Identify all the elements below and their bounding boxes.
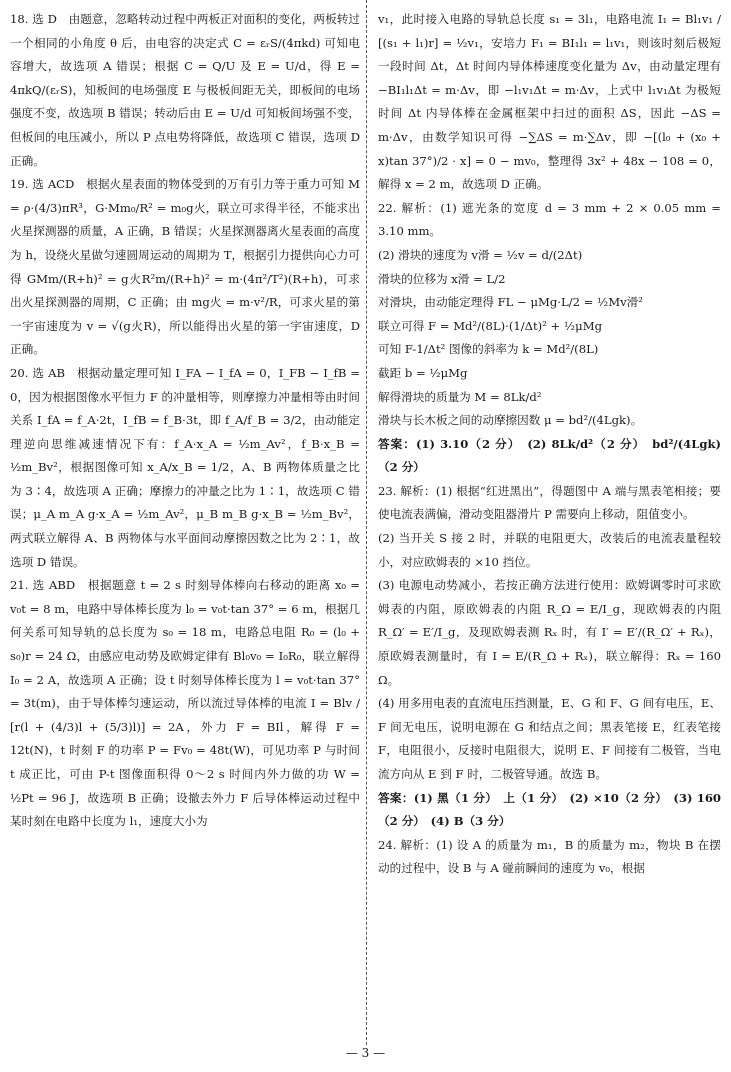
answer-24-start: 24. 解析：(1) 设 A 的质量为 m₁，B 的质量为 m₂，物块 B 在摆动的过程中，设 B 与 A 碰前瞬间的速度为 v₀，根据 (378, 837, 721, 876)
answer-20: 20. 选 AB 根据动量定理可知 I_FA − I_fA = 0，I_FB − I_fB = 0，因为根据图像水平恒力 F 的冲量相等，则摩擦力冲量相等由时间关系 I_fA = f_A·2t，I_fB = f_B·3t，即 f_A/f_B = 3/2，由动能定理逆向思维减速情况下有：f_A·x_A = ½m_Av²，f_B·x_B = ½m_Bv²，根据图像可知 x_A/x_B = 1/2，A、B 两物体质量之比为 3∶4，故选项 A 正确；摩擦力的冲量之比为 1∶1，故选项 C 错误；μ_A m_A g·x_A = ½m_Av²，μ_B m_B g·x_B = ½m_Bv²，两式联立解得 A、B 两物体与水平面间动摩擦因数之比为 2∶1，故选项 D 错误。 (10, 365, 360, 569)
left-column (10, 8, 360, 1033)
answer-19: 19. 选 ACD 根据火星表面的物体受到的万有引力等于重力可知 M = ρ·(4/3)πR³，G·Mm₀/R² = m₀g火，联立可求得半径，不能求出火星探测器的质量，A 正确，B 错误；火星探测器离火星表面的高度为 h，设绕火星做匀速圆周运动的周期为 T，根据引力提供向心力可得 GMm/(R+h)² = g火R²m/(R+h)² = m·(4π²/T²)(R+h)，可求出火星探测器的周期，C 正确；由 mg火 = m·v²/R，可求火星的第一宇宙速度为 v = √(g火R)，所以能得出火星的第一宇宙速度，D 正确。 (10, 177, 360, 357)
answer-22-part2: (2) 滑块的速度为 v滑 = ½v = d/(2Δt) (378, 247, 583, 262)
answer-22-final: 答案：(1) 3.10（2 分） (2) 8Lk/d²（2 分） bd²/(4Lgk)（2 分） (378, 436, 721, 475)
answer-22-energy: 对滑块，由动能定理得 FL − μMg·L/2 = ½Mv滑² (378, 295, 643, 310)
answer-22-part1: 22. 解析：(1) 遮光条的宽度 d = 3 mm + 2 × 0.05 mm = 3.10 mm。 (378, 200, 721, 239)
answer-22-slope: 可知 F-1/Δt² 图像的斜率为 k = Md²/(8L) (378, 342, 599, 357)
answer-22-displacement: 滑块的位移为 x滑 = L/2 (378, 271, 506, 286)
answer-22-combined: 联立可得 F = Md²/(8L)·(1/Δt)² + ½μMg (378, 318, 603, 333)
answer-23-final: 答案：(1) 黑（1 分） 上（1 分） (2) ×10（2 分） (3) 160（2 分） (4) B（3 分） (378, 790, 721, 829)
answer-21-continued: v₁，此时接入电路的导轨总长度 s₁ = 3l₁，电路电流 I₁ = Bl₁v₁ / [(s₁ + l₁)r] = ½v₁，安培力 F₁ = BI₁l₁ = l₁v₁，则该时刻后极短一段时间 Δt，Δt 时间内导体棒速度变化量为 Δv，由动量定理有 −BI₁l₁Δt = m·Δv，即 −l₁v₁Δt = m·Δv，上式中 l₁v₁Δt 为极短时间 Δt 内导体棒在金属框架中扫过的面积 ΔS，因此 −ΔS = m·Δv，由数学知识可得 −∑ΔS = m·∑Δv，即 −[(l₀ + (x₀ + x)tan 37°)/2 · x] = 0 − mv₀，整理得 3x² + 48x − 108 = 0，解得 x = 2 m，故选项 D 正确。 (378, 12, 721, 192)
answer-18: 18. 选 D 由题意，忽略转动过程中两板正对面积的变化，两板转过一个相同的小角度 θ 后，由电容的决定式 C = εᵣS/(4πkd) 可知电容增大，故选项 A 错误；根据 C = Q/U 及 E = U/d，得 E = 4πkQ/(εᵣS)，知板间的电场强度 E 与极板间距无关，即板间的电场强度不变，故选项 B 错误；转动后由 E = U/d 可知板间场强不变，但板间的电压减小，所以 P 点电势将降低，故选项 C 错误，选项 D 正确。 (10, 12, 360, 168)
answer-22-friction: 滑块与长木板之间的动摩擦因数 μ = bd²/(4Lgk)。 (378, 413, 643, 428)
answer-23-part2: (2) 当开关 S 接 2 时，并联的电阻更大，改装后的电流表量程较小，对应欧姆表的 ×10 挡位。 (378, 531, 721, 569)
answer-21: 21. 选 ABD 根据题意 t = 2 s 时刻导体棒向右移动的距离 x₀ = v₀t = 8 m，电路中导体棒长度为 l₀ = v₀t·tan 37° = 6 m，根据几何关系可知导轨的总长度为 s₀ = 18 m，电路总电阻 R₀ = (l₀ + s₀)r = 24 Ω，由感应电动势及欧姆定律有 Bl₀v₀ = I₀R₀，联立解得 I₀ = 2 A，故选项 A 正确；设 t 时刻导体棒长度为 l = v₀t·tan 37° = 3t(m)，由于导体棒匀速运动，所以流过导体棒的电流 I = Blv / [r(l + (4/3)l + (5/3)l)] = 2A，外力 F = BIl，解得 F = 12t(N)，t 时刻 F 的功率 P = Fv₀ = 48t(W)，可见功率 P 与时间 t 成正比，可由 P-t 图像面积得 0～2 s 时间内外力做的功 W = ½Pt = 96 J，故选项 B 正确；设撤去外力 F 后导体棒运动过程中某时刻在电路中长度为 l₁，速度大小为 (10, 578, 360, 829)
answer-22-mass: 解得滑块的质量为 M = 8Lk/d² (378, 389, 542, 404)
page-number: — 3 — (345, 1046, 386, 1060)
answer-23-part3: (3) 电源电动势减小，若按正确方法进行使用：欧姆调零时可求欧姆表的内阻，原欧姆表的内阻 R_Ω = E/I_g，现欧姆表的内阻 R_Ω′ = E′/I_g，及现欧姆表测 Rₓ 时，有 I′ = E′/(R_Ω′ + Rₓ)，原欧姆表测量时，有 I = E/(R_Ω + Rₓ)，联立解得：Rₓ = 160 Ω。 (378, 578, 721, 687)
answer-23-part1: 23. 解析：(1) 根据“红进黑出”，得题图中 A 端与黑表笔相接；要使电流表满偏，滑动变阻器滑片 P 需要向上移动，阻值变小。 (378, 483, 721, 522)
answer-23-part4: (4) 用多用电表的直流电压挡测量，E、G 和 F、G 间有电压，E、F 间无电压，说明电源在 G 和结点之间；黑表笔接 E，红表笔接 F，电阻很小，反接时电阻很大，说明 E、F 间接有二极管，当电流方向从 E 到 F 时，二极管导通。故选 B。 (378, 696, 721, 781)
column-divider (366, 0, 367, 1045)
right-column (378, 8, 721, 1033)
answer-22-intercept: 截距 b = ½μMg (378, 365, 468, 380)
